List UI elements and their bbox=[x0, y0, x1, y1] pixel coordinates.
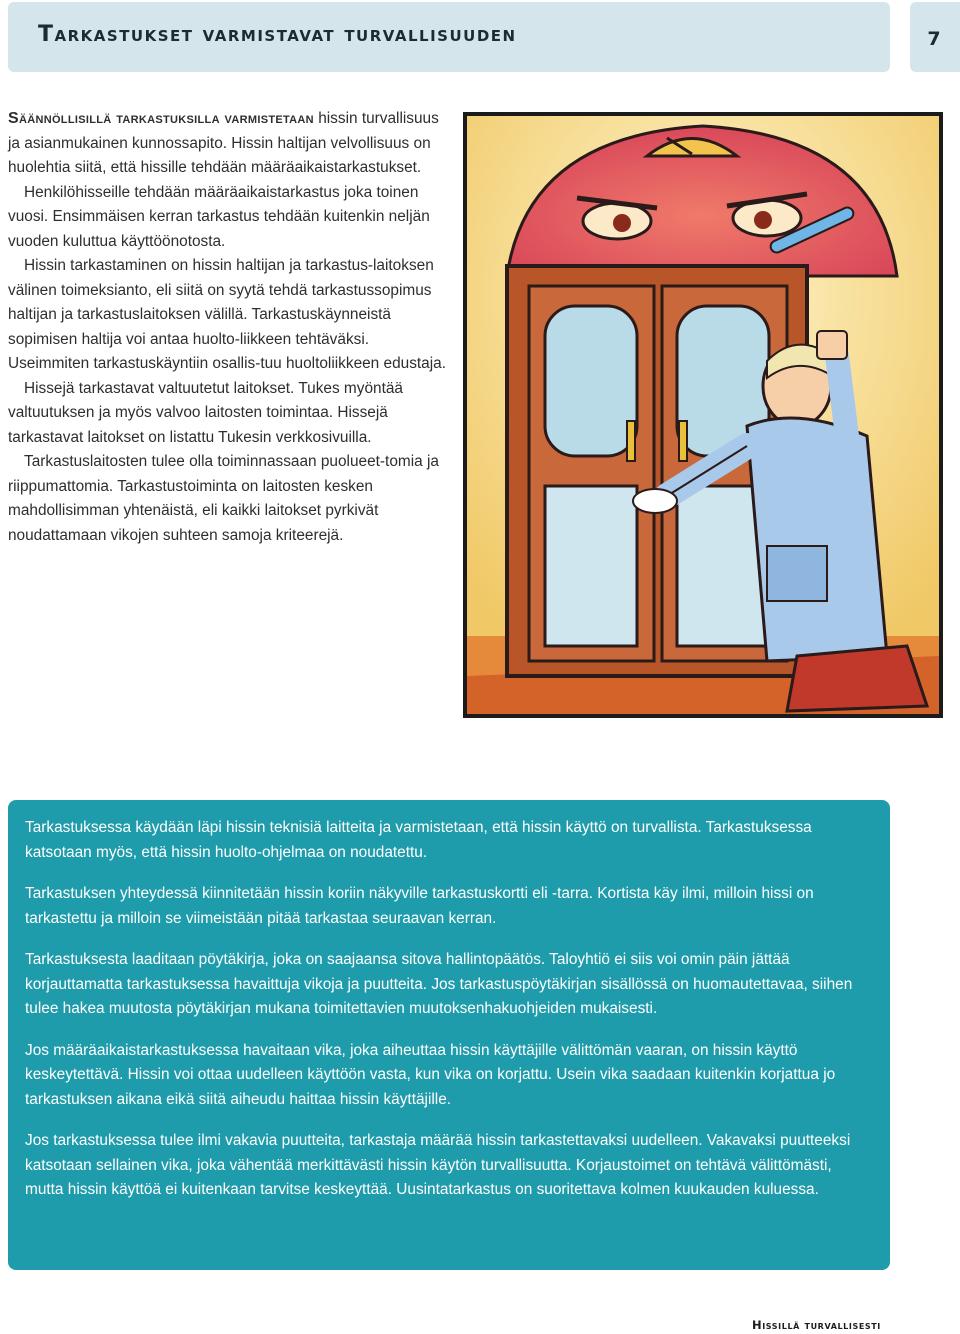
info-paragraph-1: Tarkastuksessa käydään läpi hissin teknisiä laitteita ja varmistetaan, että hissin käyttö on turvallista. Tarkastuksessa katsotaan myös, että hissin huolto-ohjelmaa on noudatettu. bbox=[25, 819, 812, 861]
intro-paragraph-4: Hissejä tarkastavat valtuutetut laitokset. Tukes myöntää valtuutuksen ja myös valvoo laitosten toimintaa. Hissejä tarkastavat laitokset on listattu Tukesin verkkosivuilla. bbox=[8, 379, 403, 446]
illustration-drawing bbox=[467, 116, 939, 714]
intro-paragraph-2: Henkilöhisseille tehdään määräaikaistarkastus joka toinen vuosi. Ensimmäisen kerran tarkastus tehdään kuitenkin neljän vuoden kuluttua käyttöönotosta. bbox=[8, 183, 430, 250]
info-box bbox=[8, 800, 890, 1270]
intro-paragraph-3: Hissin tarkastaminen on hissin haltijan ja tarkastus-laitoksen välinen toimeksianto, eli siitä on syytä tehdä tarkastussopimus haltijan ja tarkastuslaitoksen välillä. Tarkastuskäynneistä sopimisen haltija voi antaa huolto-liikkeen tehtäväksi. Useimmiten tarkastuskäyntiin osallis-tuu huoltoliikkeen edustaja. bbox=[8, 257, 446, 372]
info-paragraph-5: Jos tarkastuksessa tulee ilmi vakavia puutteita, tarkastaja määrää hissin tarkastettavaksi uudelleen. Vakavaksi puutteeksi katsotaan sellainen vika, joka vähentää merkittävästi hissin käytön turvallisuutta. Korjaustoimet on tehtävä välittömästi, mutta hissin käyttöä ei kuitenkaan tarvitse keskeyttää. Uusintatarkastus on suoritettava kolmen kuukauden kuluessa. bbox=[25, 1132, 851, 1198]
page-title: Tarkastukset varmistavat turvallisuuden bbox=[38, 22, 517, 47]
page-number-box bbox=[910, 2, 960, 72]
inspector-illustration bbox=[463, 112, 943, 718]
info-paragraph-2: Tarkastuksen yhteydessä kiinnitetään hissin koriin näkyville tarkastuskortti eli -tarra. Kortista käy ilmi, milloin hissi on tarkastettu ja milloin se viimeistään pitää tarkastaa seuraavan kerran. bbox=[25, 885, 814, 927]
intro-p1-rest: hissin turvallisuus ja asianmukainen kunnossapito. Hissin haltijan velvollisuus on huolehtia siitä, että hissille tehdään määräaikaistarkastukset. bbox=[8, 110, 439, 176]
lead-phrase: Säännöllisillä tarkastuksilla varmistetaan bbox=[8, 110, 314, 127]
footer-title: Hissillä turvallisesti bbox=[752, 1318, 881, 1332]
info-paragraph-4: Jos määräaikaistarkastuksessa havaitaan vika, joka aiheuttaa hissin käyttäjille välittömän vaaran, on hissin käyttö keskeytettävä. Hissin voi ottaa uudelleen käyttöön vasta, kun vika on korjattu. Usein vika saadaan kuitenkin korjattua jo tarkastuksen aikana eikä siitä aiheudu haittaa hissin käyttäjille. bbox=[25, 1041, 836, 1108]
page-number: 7 bbox=[927, 28, 941, 50]
intro-text bbox=[8, 107, 448, 548]
tool-bag bbox=[787, 646, 927, 711]
info-paragraph-3: Tarkastuksesta laaditaan pöytäkirja, joka on saajaansa sitova hallintopäätös. Taloyhtiö ei siis voi omin päin jättää korjauttamatta tarkastuksessa havaittuja vikoja ja puutteita. Jos tarkastuspöytäkirjan sisällössä on huomautettavaa, siihen tulee hakea muutosta pöytäkirjan mukana toimitettavien muutoksenhakuohjeiden mukaisesti. bbox=[25, 951, 853, 1017]
intro-paragraph-1 bbox=[8, 107, 448, 181]
inspector-glove bbox=[633, 489, 677, 513]
intro-paragraph-5: Tarkastuslaitosten tulee olla toiminnassaan puolueet-tomia ja riippumattomia. Tarkastustoiminta on laitosten kesken mahdollisimman yhtenäistä, eli kaikki laitokset pyrkivät noudattamaan vikojen suhteen samoja kriteerejä. bbox=[8, 453, 439, 544]
inspector-coat bbox=[747, 418, 887, 661]
header-bar bbox=[8, 2, 890, 72]
